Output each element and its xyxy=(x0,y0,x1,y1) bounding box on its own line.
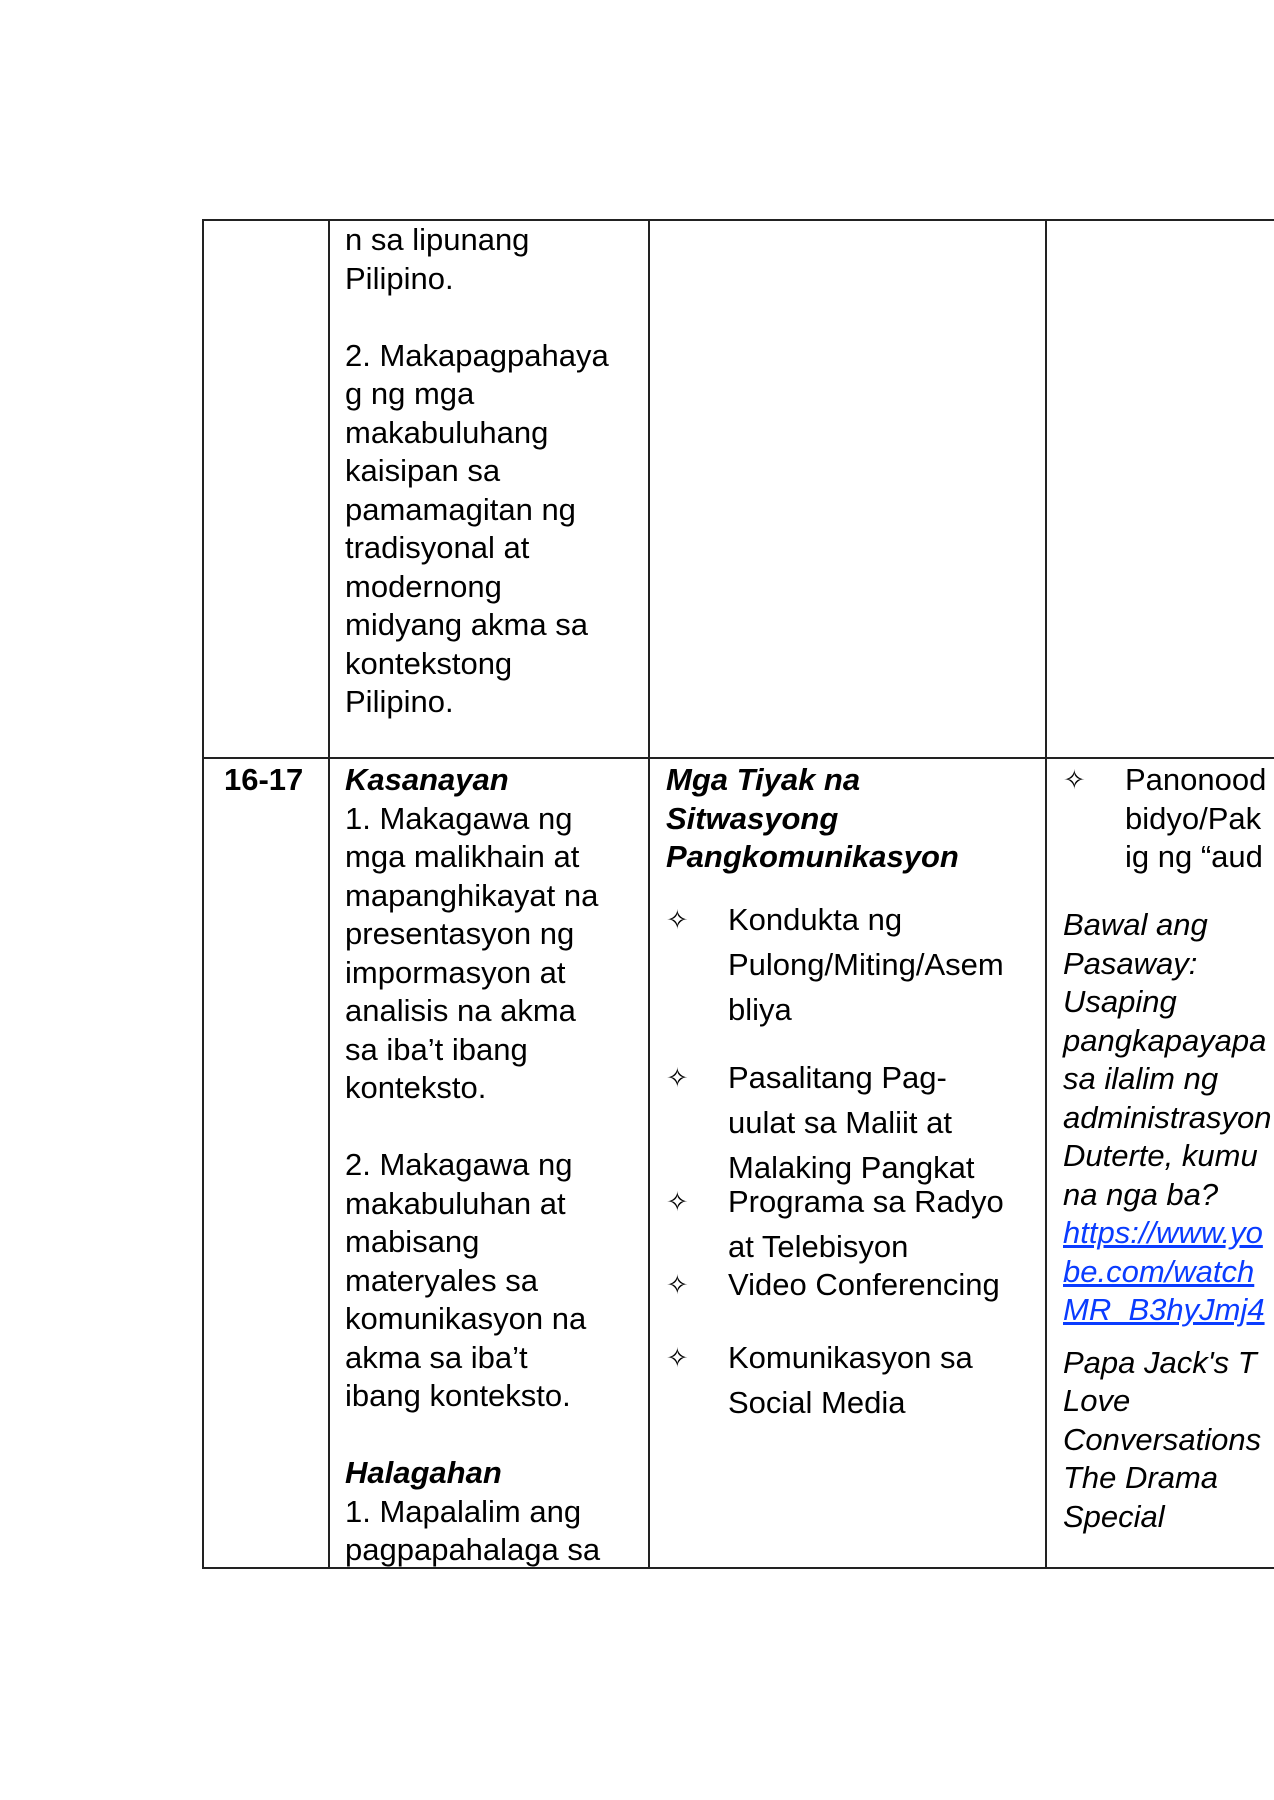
kasanayan-line: analisis na akma xyxy=(345,993,576,1028)
column-divider xyxy=(648,219,650,1569)
resource-line: Special xyxy=(1063,1498,1165,1534)
row2-content-cell xyxy=(666,761,1046,1561)
column-divider xyxy=(202,219,204,1569)
kasanayan-line: akma sa iba’t xyxy=(345,1339,528,1375)
resource-line: Papa Jack's T xyxy=(1063,1344,1257,1380)
objective-line: makabuluhang xyxy=(345,414,549,450)
content-heading xyxy=(666,761,1046,877)
syllabus-table xyxy=(202,219,1274,1569)
objective-line: tradisyonal at xyxy=(345,530,530,565)
row1-objectives-cell xyxy=(345,221,609,722)
link-line[interactable]: https://www.yo xyxy=(1063,1215,1263,1250)
resource-line: The Drama xyxy=(1063,1460,1219,1495)
resource-line: sa ilalim ng xyxy=(1063,1061,1219,1096)
kasanayan-heading: Kasanayan xyxy=(345,762,509,797)
kasanayan-line: 1. Makagawa ng xyxy=(345,800,573,836)
content-list-item: Pasalitang Pag- uulat sa Maliit at Malaking Pangkat xyxy=(728,1060,975,1185)
resource-line: Bawal ang xyxy=(1063,907,1208,942)
objective-line: 2. Makapagpahaya xyxy=(345,337,609,373)
objective-line: modernong xyxy=(345,568,502,604)
row2-resources-cell xyxy=(1063,761,1274,1561)
resource-line: administrasyon xyxy=(1063,1099,1272,1135)
row-divider xyxy=(202,757,1274,759)
resource-line: pangkapayapa xyxy=(1063,1022,1267,1058)
resources-bullet-text: Panonood bidyo/Pak ig ng “aud xyxy=(1125,762,1267,874)
objective-line: Pilipino. xyxy=(345,260,454,296)
kasanayan-line: materyales sa xyxy=(345,1262,538,1298)
objective-line: kontekstong xyxy=(345,645,513,681)
resource-line: Usaping xyxy=(1063,984,1177,1019)
content-list-item: Programa sa Radyo at Telebisyon xyxy=(728,1184,1004,1264)
kasanayan-line: sa iba’t ibang xyxy=(345,1031,528,1067)
content-list-item: Kondukta ng Pulong/Miting/Asem bliya xyxy=(728,902,1004,1027)
kasanayan-text xyxy=(345,800,600,1416)
kasanayan-line: mga malikhain at xyxy=(345,839,580,874)
kasanayan-line: komunikasyon na xyxy=(345,1301,587,1336)
objective-line: kaisipan sa xyxy=(345,453,501,488)
objective-line: pamamagitan ng xyxy=(345,491,576,527)
halagahan-line: pagpapahalaga sa xyxy=(345,1532,601,1567)
kasanayan-line: impormasyon at xyxy=(345,954,566,990)
objective-line: midyang akma sa xyxy=(345,607,588,642)
objective-line xyxy=(345,298,609,337)
link-line[interactable]: be.com/watch xyxy=(1063,1253,1255,1289)
row1-objectives-text xyxy=(345,221,609,722)
objective-line: Pilipino. xyxy=(345,684,454,719)
kasanayan-line: presentasyon ng xyxy=(345,916,575,951)
kasanayan-line: makabuluhan at xyxy=(345,1185,566,1221)
kasanayan-line: mabisang xyxy=(345,1224,480,1259)
content-list-item: Komunikasyon sa Social Media xyxy=(728,1340,973,1420)
objective-line: g ng mga xyxy=(345,376,475,411)
week-label: 16-17 xyxy=(224,762,304,797)
resource-line: Conversations xyxy=(1063,1421,1262,1457)
content-heading-line: Pangkomunikasyon xyxy=(666,839,959,874)
kasanayan-line: konteksto. xyxy=(345,1070,487,1105)
column-divider xyxy=(328,219,330,1569)
bullet-star-icon: ✧ xyxy=(666,1187,689,1217)
kasanayan-line: ibang konteksto. xyxy=(345,1378,571,1413)
resource-line: Duterte, kumu xyxy=(1063,1138,1258,1173)
bullet-star-icon: ✧ xyxy=(1063,765,1086,795)
halagahan-heading: Halagahan xyxy=(345,1455,502,1490)
link-line[interactable]: MR_B3hyJmj4 xyxy=(1063,1292,1265,1327)
kasanayan-line: mapanghikayat na xyxy=(345,877,599,913)
resource-line: na nga ba? xyxy=(1063,1176,1219,1212)
kasanayan-line xyxy=(345,1108,600,1147)
row2-objectives-cell xyxy=(345,761,600,1570)
resource-title-papa-jack xyxy=(1063,1344,1271,1537)
kasanayan-line: 2. Makagawa ng xyxy=(345,1147,573,1182)
content-heading-line: Sitwasyong xyxy=(666,800,839,836)
resource-line: Pasaway: xyxy=(1063,945,1198,981)
halagahan-text xyxy=(345,1493,600,1570)
halagahan-line: 1. Mapalalim ang xyxy=(345,1493,582,1529)
resource-title-bawal-ang-pasaway xyxy=(1063,906,1271,1214)
bullet-star-icon: ✧ xyxy=(666,905,689,935)
bullet-star-icon: ✧ xyxy=(666,1343,689,1373)
objective-line: n sa lipunang xyxy=(345,222,530,257)
bullet-star-icon: ✧ xyxy=(666,1270,689,1300)
resource-link[interactable] xyxy=(1063,1214,1271,1330)
content-heading-line: Mga Tiyak na xyxy=(666,762,861,797)
bullet-star-icon: ✧ xyxy=(666,1063,689,1093)
content-list-item: Video Conferencing xyxy=(728,1267,1000,1302)
resource-line: Love xyxy=(1063,1383,1131,1418)
